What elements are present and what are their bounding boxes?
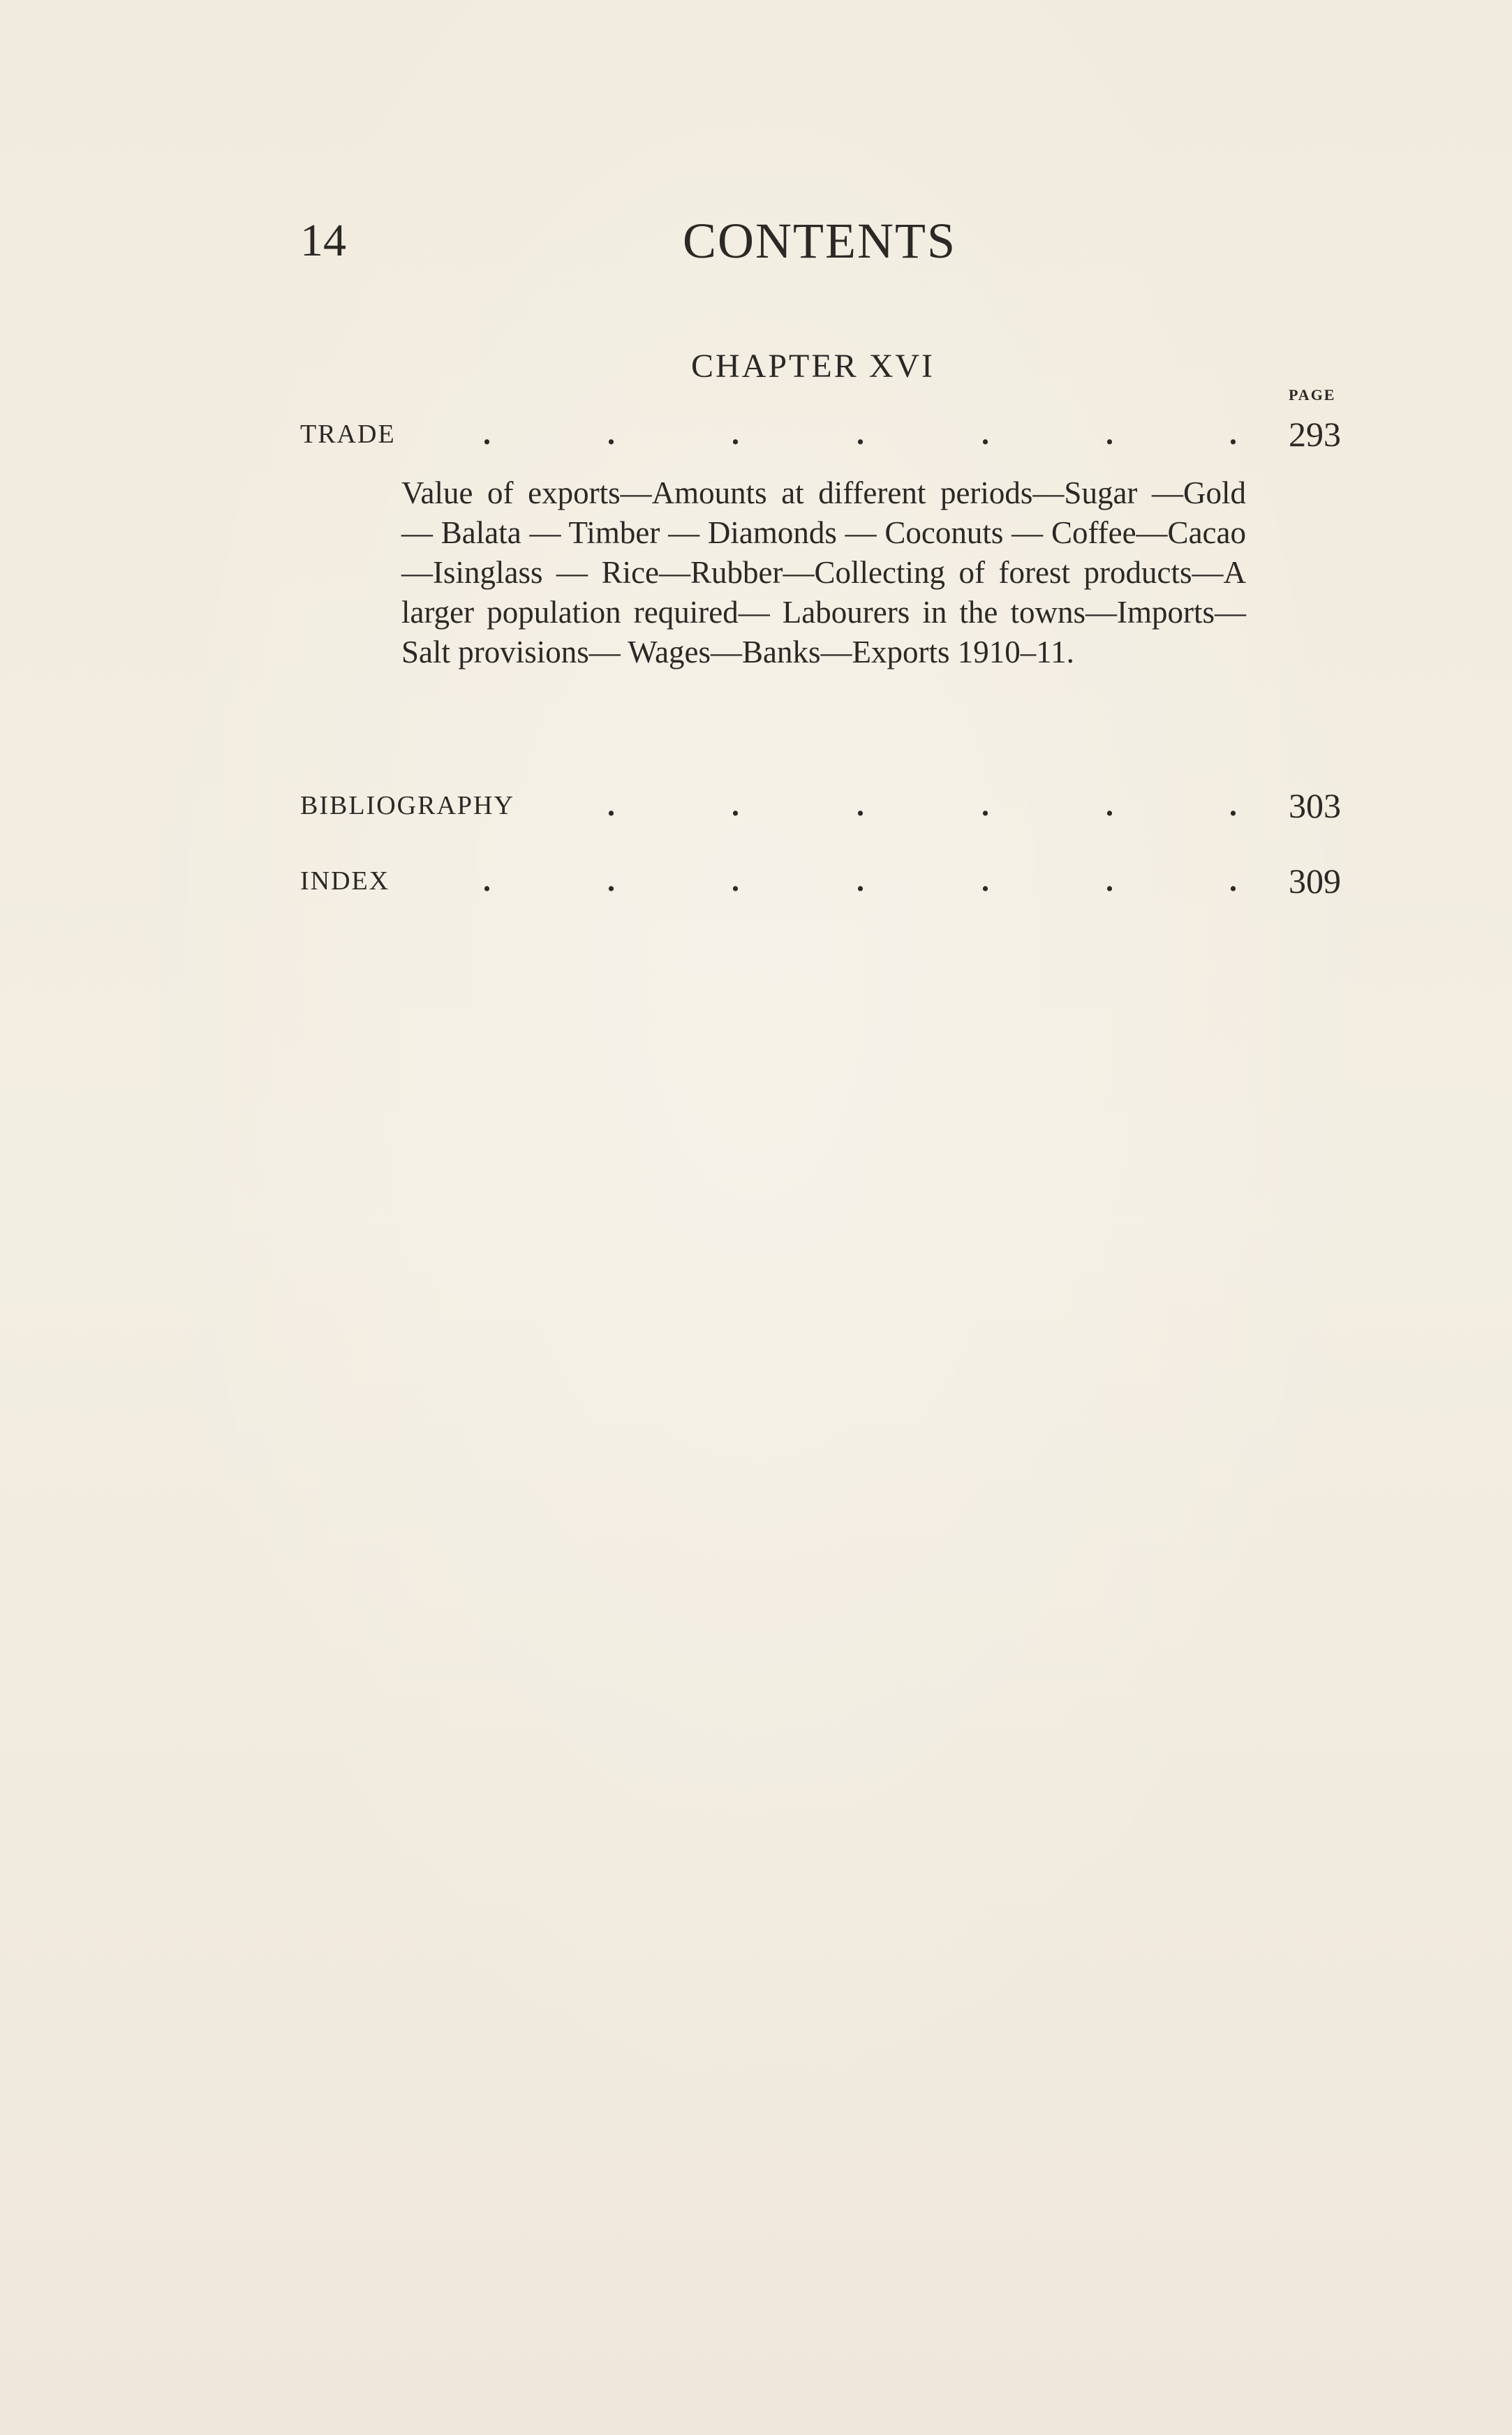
dot-leader: . [1106,417,1113,451]
dot-leader: . [857,788,864,822]
dot-leader: . [857,864,864,898]
dot-leader: . [1229,788,1237,822]
dot-leader: . [607,417,615,451]
running-title: CONTENTS [683,213,956,269]
chapter-synopsis: Value of exports—Amounts at different periods—Sugar —Gold — Balata — Timber — Diamonds — Coconuts — Coffee—Cacao—Isinglass — Rice—Rubber—Collecting of forest products—A larger population required— Labourers in the towns—Imports—Salt provisions— Wages—Banks—Exports 1910–11. [401,475,1246,669]
dot-leader: . [981,788,989,822]
dot-leader: . [1106,788,1113,822]
dot-leader: . [732,864,739,898]
dot-leader: . [483,417,491,451]
toc-entry-page: 303 [1289,786,1341,825]
running-head [300,209,970,272]
toc-entry-bibliography[interactable] [300,778,1347,834]
toc-entry-title: INDEX [300,866,390,896]
dot-leader: . [732,788,739,822]
dot-leader: . [1229,417,1237,451]
toc-entry-page: 309 [1289,861,1341,901]
dot-leader: . [857,417,864,451]
toc-entry-title: BIBLIOGRAPHY [300,791,514,820]
dot-leader: . [483,864,491,898]
chapter-heading: CHAPTER XVI [691,348,935,385]
dot-leader: . [607,788,615,822]
toc-entry-page: 293 [1289,415,1341,454]
page-number: 14 [300,215,346,266]
toc-entry-index[interactable] [300,853,1347,909]
dot-leader: . [1229,864,1237,898]
toc-entry-title: TRADE [300,420,396,449]
toc-entry-trade[interactable] [300,406,1347,462]
dot-leader: . [607,864,615,898]
dot-leader: . [981,864,989,898]
dot-leader: . [1106,864,1113,898]
page-column-label: PAGE [1289,386,1336,404]
dot-leader: . [732,417,739,451]
dot-leader: . [981,417,989,451]
